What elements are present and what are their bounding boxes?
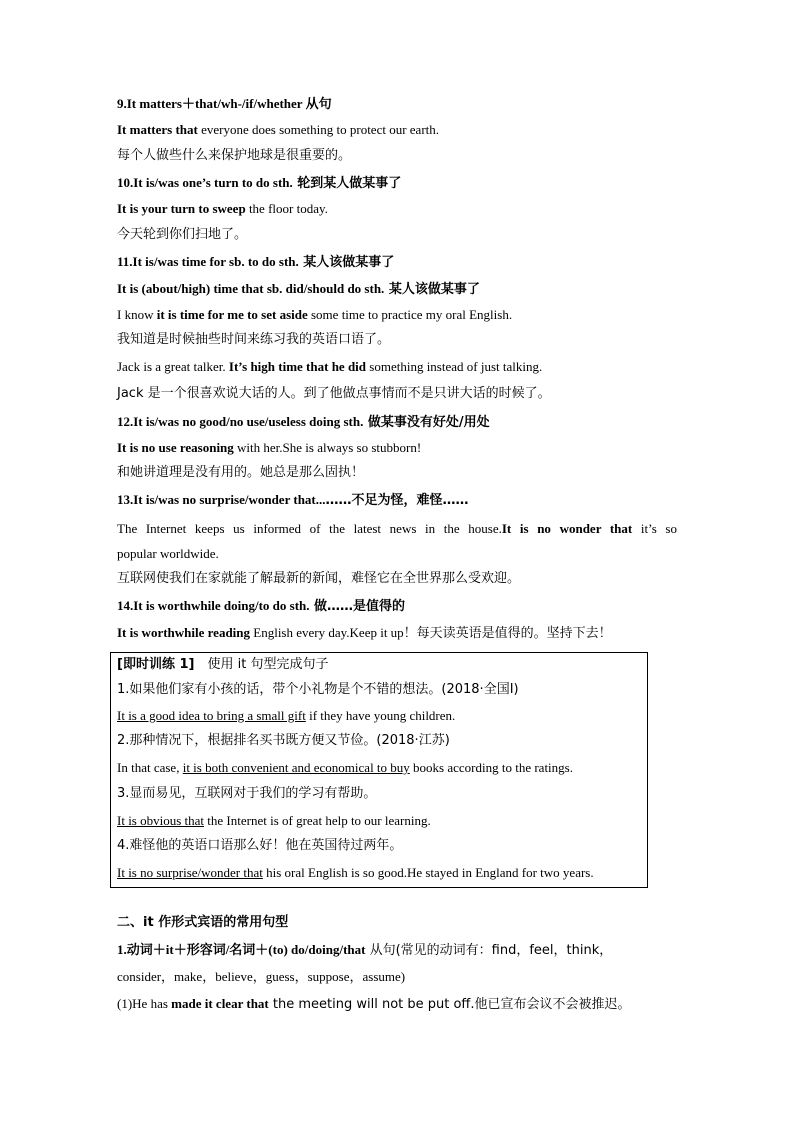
example-bold: It matters that <box>117 122 198 137</box>
section-11-heading-2 <box>117 280 480 299</box>
part-2-rule <box>117 941 612 960</box>
heading-bold: 11.It is/was time for sb. to do sth. <box>117 254 299 269</box>
heading-bold: It is (about/high) time that sb. did/should do sth. <box>117 281 385 296</box>
example-lead: I know <box>117 307 157 322</box>
example-rest: the floor today. <box>245 201 328 216</box>
section-11-example-1 <box>117 306 512 324</box>
section-10-translation: 今天轮到你们扫地了。 <box>117 227 248 242</box>
answer-fill: It is obvious that <box>117 813 205 828</box>
answer-rest: if they have young children. <box>305 708 456 723</box>
section-9-heading <box>117 95 332 113</box>
answer-fill: It is no surprise/wonder that <box>117 865 263 880</box>
exercise-box <box>110 652 648 888</box>
example-bold: It’s high time that he did <box>228 359 367 374</box>
heading-bold: 13.It is/was no surprise/wonder that... <box>117 492 326 507</box>
section-11-example-2 <box>117 358 542 376</box>
example-bold: it is time for me to set aside <box>156 307 308 322</box>
section-13-heading <box>117 491 469 510</box>
section-11-heading <box>117 253 394 272</box>
example-bold: It is your turn to sweep <box>117 201 246 216</box>
exercise-instruction: 使用 it 句型完成句子 <box>194 657 329 672</box>
question-2: 2.那种情况下，根据排名买书既方便又节俭。(2018·江苏) <box>117 733 450 748</box>
question-4: 4.难怪他的英语口语那么好！他在英国待过两年。 <box>117 838 403 853</box>
answer-4 <box>117 864 594 882</box>
heading-zh: 做某事没有好处/用处 <box>363 415 490 430</box>
example-bold: It is worthwhile reading <box>117 625 251 640</box>
answer-3 <box>117 812 431 830</box>
heading-bold: 12.It is/was no good/no use/useless doing sth. <box>117 414 364 429</box>
answer-rest: his oral English is so good.He stayed in England for two years. <box>262 865 594 880</box>
heading-bold: 10.It is/was one’s turn to do sth. <box>117 175 293 190</box>
heading-zh: 轮到某人做某事了 <box>292 176 402 191</box>
exercise-title <box>117 655 328 674</box>
section-13-example-cont: popular worldwide. <box>117 546 219 561</box>
heading-bold: 14.It is worthwhile doing/to do sth. <box>117 598 310 613</box>
heading-text: 二、it 作形式宾语的常用句型 <box>117 915 289 930</box>
part-2-heading <box>117 914 288 932</box>
answer-rest: the Internet is of great help to our learning. <box>204 813 431 828</box>
part-2-rule-cont: consider，make，believe，guess，suppose，assume) <box>117 969 406 984</box>
answer-fill: it is both convenient and economical to buy <box>182 760 410 775</box>
heading-zh: 做……是值得的 <box>309 599 406 614</box>
part-2-example <box>117 995 631 1014</box>
section-9-translation: 每个人做些什么来保护地球是很重要的。 <box>117 148 352 163</box>
section-11-translation-2: Jack 是一个很喜欢说大话的人。到了他做点事情而不是只讲大话的时候了。 <box>117 386 551 401</box>
section-13-example <box>117 520 677 538</box>
heading-text: 9.It matters＋that/wh-/if/whether 从句 <box>117 96 332 111</box>
section-12-translation: 和她讲道理是没有用的。她总是那么固执！ <box>117 465 365 480</box>
section-12-example <box>117 439 421 457</box>
section-13-translation: 互联网使我们在家就能了解最新的新闻，难怪它在全世界那么受欢迎。 <box>117 571 521 586</box>
example-rest: everyone does something to protect our earth. <box>197 122 440 137</box>
example-rest: the meeting will not be put off.他已宣布会议不会被推迟。 <box>268 997 631 1012</box>
question-3: 3.显而易见，互联网对于我们的学习有帮助。 <box>117 786 377 801</box>
section-14-heading <box>117 597 405 616</box>
section-10-heading <box>117 174 401 193</box>
section-10-example <box>117 200 328 218</box>
section-9-example <box>117 121 439 139</box>
example-bold: It is no wonder that <box>501 521 633 536</box>
answer-1 <box>117 707 455 725</box>
answer-2 <box>117 759 573 777</box>
example-rest: it’s so <box>632 521 677 536</box>
rule-rest: 从句(常见的动词有：find，feel，think， <box>365 943 613 958</box>
section-12-heading <box>117 413 490 432</box>
example-bold: It is no use reasoning <box>117 440 234 455</box>
example-rest: English every day.Keep it up！每天读英语是值得的。坚持下去！ <box>250 625 612 640</box>
heading-zh: ……不足为怪，难怪…… <box>325 493 469 508</box>
section-14-example <box>117 624 612 642</box>
question-1: 1.如果他们家有小孩的话，带个小礼物是个不错的想法。(2018·全国Ⅰ) <box>117 682 519 697</box>
example-rest: with her.She is always so stubborn! <box>233 440 422 455</box>
rule-bold: 1.动词＋it＋形容词/名词＋(to) do/doing/that <box>117 942 366 957</box>
answer-fill: It is a good idea to bring a small gift <box>117 708 306 723</box>
exercise-label: [即时训练 1] <box>117 657 195 672</box>
example-lead: Jack is a great talker. <box>117 359 229 374</box>
example-lead: (1)He has <box>117 996 172 1011</box>
example-bold: made it clear that <box>171 996 269 1011</box>
answer-rest: books according to the ratings. <box>409 760 573 775</box>
answer-lead: In that case, <box>117 760 183 775</box>
heading-zh: 某人该做某事了 <box>298 255 395 270</box>
example-rest: something instead of just talking. <box>366 359 543 374</box>
section-11-translation-1: 我知道是时候抽些时间来练习我的英语口语了。 <box>117 332 391 347</box>
example-rest: some time to practice my oral English. <box>307 307 513 322</box>
example-lead: The Internet keeps us informed of the latest news in the house. <box>117 521 502 536</box>
heading-zh: 某人该做某事了 <box>384 282 480 297</box>
